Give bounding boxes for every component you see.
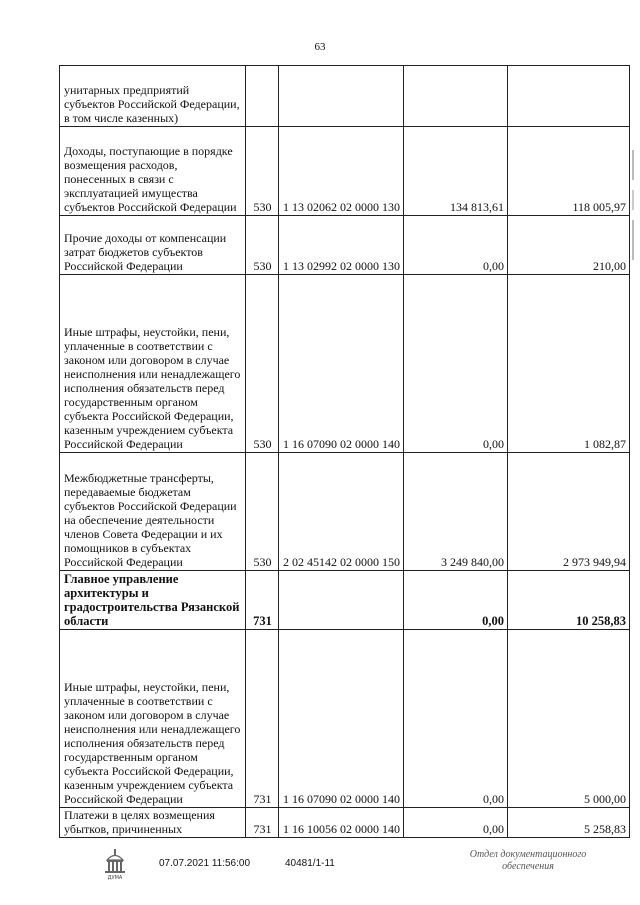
table-row (60, 275, 630, 453)
row-admin-code: 530 (246, 216, 279, 275)
row-budget-code: 1 16 07090 02 0000 140 (279, 630, 404, 808)
row-admin-code (246, 66, 279, 127)
row-plan-amount: 0,00 (404, 808, 508, 838)
row-plan-amount: 0,00 (404, 216, 508, 275)
row-name: Доходы, поступающие в порядке возмещения расходов, понесенных в связи с эксплуатацией имущества субъектов Российской Федерации (60, 127, 246, 216)
row-budget-code: 1 13 02062 02 0000 130 (279, 127, 404, 216)
row-name: Главное управление архитектуры и градостроительства Рязанской области (60, 571, 246, 630)
department-stamp (462, 849, 594, 873)
row-name: Межбюджетные трансферты, передаваемые бюджетам субъектов Российской Федерации на обеспечение деятельности членов Совета Федерации и их помощников в субъектах Российской Федерации (60, 453, 246, 571)
row-fact-amount: 2 973 949,94 (508, 453, 630, 571)
row-admin-code: 530 (246, 275, 279, 453)
row-plan-amount: 3 249 840,00 (404, 453, 508, 571)
row-admin-code: 530 (246, 453, 279, 571)
footer-reference: 40481/1-11 (285, 858, 335, 869)
row-admin-code: 731 (246, 571, 279, 630)
scan-edge-marks (630, 150, 636, 270)
row-fact-amount: 1 082,87 (508, 275, 630, 453)
table-row (60, 66, 630, 127)
row-fact-amount: 5 258,83 (508, 808, 630, 838)
row-fact-amount: 10 258,83 (508, 571, 630, 630)
row-plan-amount: 0,00 (404, 275, 508, 453)
row-fact-amount: 5 000,00 (508, 630, 630, 808)
row-admin-code: 731 (246, 808, 279, 838)
row-budget-code (279, 66, 404, 127)
row-plan-amount: 0,00 (404, 630, 508, 808)
row-budget-code: 2 02 45142 02 0000 150 (279, 453, 404, 571)
svg-text:ДУМА: ДУМА (107, 875, 123, 880)
row-name: Прочие доходы от компенсации затрат бюджетов субъектов Российской Федерации (60, 216, 246, 275)
row-plan-amount (404, 66, 508, 127)
row-plan-amount: 134 813,61 (404, 127, 508, 216)
row-budget-code: 1 16 07090 02 0000 140 (279, 275, 404, 453)
table-row-section-header (60, 571, 630, 630)
row-budget-code: 1 13 02992 02 0000 130 (279, 216, 404, 275)
footer-datetime: 07.07.2021 11:56:00 (159, 858, 251, 869)
table-row (60, 216, 630, 275)
row-name: Платежи в целях возмещения убытков, причиненных (60, 808, 246, 838)
page-number: 63 (314, 41, 326, 53)
row-admin-code: 530 (246, 127, 279, 216)
row-fact-amount (508, 66, 630, 127)
table-row (60, 453, 630, 571)
row-fact-amount: 210,00 (508, 216, 630, 275)
table-row (60, 127, 630, 216)
table-row (60, 808, 630, 838)
row-budget-code: 1 16 10056 02 0000 140 (279, 808, 404, 838)
row-name: Иные штрафы, неустойки, пени, уплаченные в соответствии с законом или договором в случае неисполнения или ненадлежащего исполнения обязательств перед государственным органом субъекта Российской Федерации, казенным учреждением субъекта Российской Федерации (60, 630, 246, 808)
table-row (60, 630, 630, 808)
row-name: Иные штрафы, неустойки, пени, уплаченные в соответствии с законом или договором в случае неисполнения или ненадлежащего исполнения обязательств перед государственным органом субъекта Российской Федерации, казенным учреждением субъекта Российской Федерации (60, 275, 246, 453)
row-admin-code: 731 (246, 630, 279, 808)
row-plan-amount: 0,00 (404, 571, 508, 630)
stamp-line-1: Отдел документационного (469, 849, 587, 860)
duma-emblem-icon (103, 848, 127, 880)
row-fact-amount: 118 005,97 (508, 127, 630, 216)
stamp-line-2: обеспечения (502, 861, 554, 872)
row-budget-code (279, 571, 404, 630)
revenue-table (59, 65, 630, 838)
row-name: унитарных предприятий субъектов Российской Федерации, в том числе казенных) (60, 66, 246, 127)
